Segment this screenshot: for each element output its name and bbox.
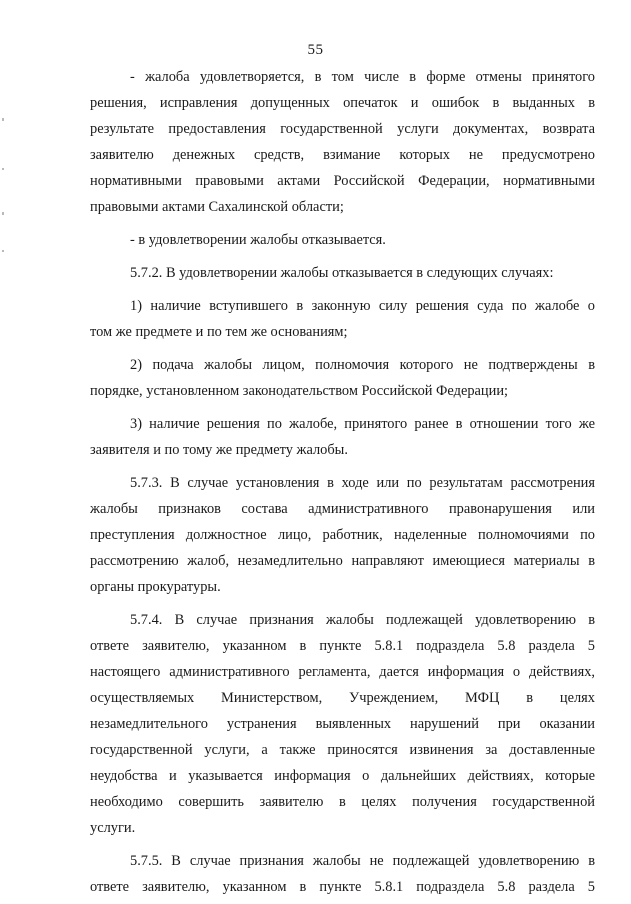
text-line: необходимо совершить заявителю в целях получения государственной (90, 794, 595, 810)
document-body (90, 64, 595, 900)
page-number: 55 (307, 42, 324, 58)
text-line: настоящего административного регламента, дается информация о действиях, (90, 664, 595, 680)
text-line: порядке, установленном законодательством Российской Федерации; (90, 383, 509, 399)
text-line: незамедлительного устранения выявленных нарушений при оказании (90, 716, 595, 732)
text-line: заявителя и по тому же предмету жалобы. (90, 442, 348, 458)
text-line: - в удовлетворении жалобы отказывается. (130, 232, 386, 248)
text-line: том же предмете и по тем же основаниям; (90, 324, 348, 340)
text-line: 5.7.2. В удовлетворении жалобы отказывается в следующих случаях: (130, 265, 554, 281)
text-line: осуществляемых Министерством, Учреждением, МФЦ в целях (90, 690, 595, 706)
text-line: ответе заявителю, указанном в пункте 5.8.1 подраздела 5.8 раздела 5 (90, 879, 595, 895)
text-line: 5.7.4. В случае признания жалобы подлежащей удовлетворению в (130, 612, 595, 628)
text-line: жалобы признаков состава административного правонарушения или (90, 501, 595, 517)
text-line: услуги. (90, 820, 136, 836)
text-line: преступления должностное лицо, работник, наделенные полномочиями по (90, 527, 595, 543)
text-line: результате предоставления государственной услуги документах, возврата (90, 121, 595, 137)
text-line: - жалоба удовлетворяется, в том числе в форме отмены принятого (130, 69, 595, 85)
scan-edge-mark (2, 118, 4, 121)
text-line: ответе заявителю, указанном в пункте 5.8.1 подраздела 5.8 раздела 5 (90, 638, 595, 654)
text-line: неудобства и указывается информация о дальнейших действиях, которые (90, 768, 595, 784)
scan-edge-mark (2, 212, 4, 215)
text-line: решения, исправления допущенных опечаток и ошибок в выданных в (90, 95, 595, 111)
text-line: заявителю денежных средств, взимание которых не предусмотрено (90, 147, 595, 163)
text-line: 5.7.5. В случае признания жалобы не подлежащей удовлетворению в (130, 853, 595, 869)
scan-edge-mark (2, 168, 4, 170)
text-line: органы прокуратуры. (90, 579, 221, 595)
text-line: 3) наличие решения по жалобе, принятого ранее в отношении того же (130, 416, 595, 432)
text-line: 2) подача жалобы лицом, полномочия которого не подтверждены в (130, 357, 595, 373)
text-line: 5.7.3. В случае установления в ходе или по результатам рассмотрения (130, 475, 595, 491)
text-line: государственной услуги, а также приносятся извинения за доставленные (90, 742, 595, 758)
text-line: нормативными правовыми актами Российской Федерации, нормативными (90, 173, 595, 189)
text-line: 1) наличие вступившего в законную силу решения суда по жалобе о (130, 298, 595, 314)
text-line: правовыми актами Сахалинской области; (90, 199, 344, 215)
text-line: рассмотрению жалоб, незамедлительно направляют имеющиеся материалы в (90, 553, 595, 569)
scan-edge-mark (2, 250, 4, 252)
